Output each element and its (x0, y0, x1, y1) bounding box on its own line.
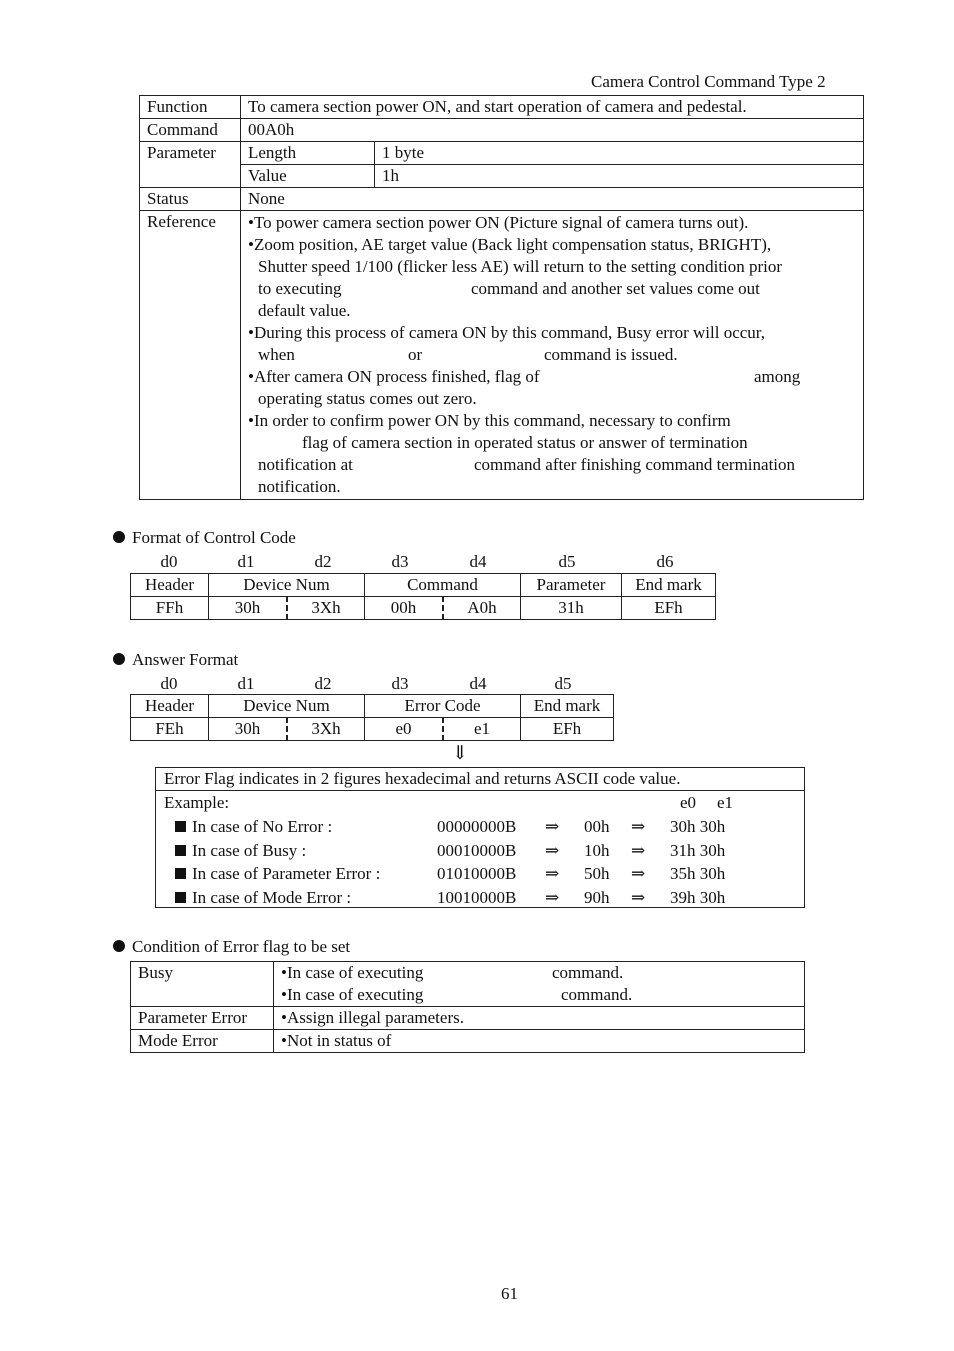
answer-format-title-text: Answer Format (132, 650, 239, 669)
error-case-label (175, 863, 380, 885)
ref-line: Shutter speed 1/100 (flicker less AE) will return to the setting condition prior (258, 257, 783, 277)
byte-label: d5 (554, 674, 572, 693)
ref-line: default value. (258, 301, 351, 321)
parameter-error-label: Parameter Error (131, 1007, 274, 1030)
reference-text (241, 211, 864, 500)
answer-format-title (113, 649, 238, 671)
ref-text: or (408, 345, 423, 365)
right-arrow-icon: ⇒ (631, 841, 646, 860)
byte-label: d1 (237, 552, 255, 571)
error-hex: 10h (584, 841, 610, 860)
error-bits: 01010000B (437, 864, 517, 883)
answer-format-table (130, 694, 614, 741)
control-format-title-text: Format of Control Code (132, 528, 296, 547)
control-format-title (113, 527, 296, 549)
error-bits: 00010000B (437, 841, 517, 860)
error-hex: 50h (584, 864, 610, 883)
right-arrow-icon: ⇒ (631, 888, 646, 907)
ref-line: •To power camera section power ON (Picture signal of camera turns out). (248, 213, 749, 233)
ref-text: command after finishing command termination (474, 455, 796, 475)
example-label: Example: (164, 793, 230, 812)
error-ascii: 35h 30h (670, 864, 726, 883)
error-case-text: In case of Mode Error : (192, 888, 352, 907)
e0-label: e0 (680, 793, 697, 812)
down-arrow-icon: ⇓ (452, 743, 468, 764)
status-value: None (241, 188, 864, 211)
error-bits: 10010000B (437, 888, 517, 907)
error-flag-description: Error Flag indicates in 2 figures hexadecimal and returns ASCII code value. (156, 768, 804, 791)
status-label: Status (140, 188, 241, 211)
square-bullet-icon (175, 868, 186, 879)
error-hex: 90h (584, 888, 610, 907)
value-cell: A0h (443, 597, 521, 620)
ref-line: •Zoom position, AE target value (Back light compensation status, BRIGHT), (248, 235, 772, 255)
command-cell: Command (365, 574, 521, 597)
command-label: Command (140, 119, 241, 142)
ref-text: to executing (258, 279, 342, 299)
byte-label: d1 (237, 674, 255, 693)
right-arrow-icon: ⇒ (545, 841, 560, 860)
byte-label: d4 (469, 552, 487, 571)
value-cell: EFh (622, 597, 716, 620)
ref-line: flag of camera section in operated status or answer of termination (302, 433, 748, 453)
reference-label: Reference (140, 211, 241, 500)
ref-text: command and another set values come out (471, 279, 760, 299)
length-value: 1 byte (375, 142, 864, 165)
value-cell: 3Xh (287, 718, 365, 741)
ref-line (248, 344, 855, 366)
busy-text: •In case of executing (281, 985, 424, 1004)
error-case-text: In case of No Error : (192, 817, 333, 836)
square-bullet-icon (175, 845, 186, 856)
value-cell: 30h (209, 718, 288, 741)
byte-label: d4 (469, 674, 487, 693)
error-hex: 00h (584, 817, 610, 836)
bullet-icon (113, 940, 125, 952)
ref-line (248, 366, 855, 388)
byte-label: d6 (656, 552, 674, 571)
byte-label: d2 (314, 674, 332, 693)
value-cell: 31h (521, 597, 622, 620)
error-ascii: 30h 30h (670, 817, 726, 836)
right-arrow-icon: ⇒ (545, 864, 560, 883)
condition-table (130, 961, 805, 1053)
control-format-table (130, 573, 716, 620)
mode-error-label: Mode Error (131, 1030, 274, 1053)
condition-title (113, 936, 350, 958)
value-cell: 3Xh (287, 597, 365, 620)
ref-text: notification at (258, 455, 353, 475)
error-bits: 00000000B (437, 817, 517, 836)
value-cell: FEh (131, 718, 209, 741)
value-cell: EFh (521, 718, 614, 741)
header-cell: Header (131, 574, 209, 597)
e1-label: e1 (717, 793, 734, 812)
parameter-label: Parameter (140, 142, 241, 188)
byte-label: d5 (558, 552, 576, 571)
ref-line: •In order to confirm power ON by this command, necessary to confirm (248, 411, 731, 431)
busy-text: command. (552, 963, 624, 982)
byte-label: d2 (314, 552, 332, 571)
error-case-text: In case of Busy : (192, 841, 307, 860)
command-value: 00A0h (241, 119, 864, 142)
ref-text: command is issued. (544, 345, 678, 365)
value-value: 1h (375, 165, 864, 188)
value-label: Value (241, 165, 375, 188)
value-cell: FFh (131, 597, 209, 620)
ref-line (248, 278, 855, 300)
length-label: Length (241, 142, 375, 165)
byte-label: d0 (160, 674, 178, 693)
error-flag-box (155, 767, 805, 908)
ref-line: notification. (258, 477, 341, 497)
byte-label: d3 (391, 552, 409, 571)
square-bullet-icon (175, 821, 186, 832)
condition-title-text: Condition of Error flag to be set (132, 937, 351, 956)
busy-conditions (274, 962, 805, 1007)
mode-error-value: •Not in status of (274, 1030, 805, 1053)
byte-label: d3 (391, 674, 409, 693)
error-case-label (175, 816, 332, 838)
header-cell: Header (131, 695, 209, 718)
error-case-label (175, 840, 306, 862)
value-cell: e0 (365, 718, 444, 741)
section-title: Camera Control Command Type 2 (591, 72, 826, 91)
busy-condition-line (281, 962, 797, 984)
busy-label: Busy (131, 962, 274, 1007)
value-cell: 30h (209, 597, 288, 620)
right-arrow-icon: ⇒ (545, 888, 560, 907)
page-number: 61 (501, 1284, 518, 1303)
busy-text: •In case of executing (281, 963, 424, 982)
busy-text: command. (561, 985, 633, 1004)
function-value: To camera section power ON, and start operation of camera and pedestal. (241, 96, 864, 119)
ref-text: among (754, 367, 801, 387)
value-cell: e1 (443, 718, 521, 741)
ref-line: operating status comes out zero. (258, 389, 477, 409)
ref-line (248, 454, 855, 476)
right-arrow-icon: ⇒ (631, 817, 646, 836)
command-spec-table (139, 95, 864, 500)
right-arrow-icon: ⇒ (631, 864, 646, 883)
byte-label: d0 (160, 552, 178, 571)
value-cell: 00h (365, 597, 444, 620)
function-label: Function (140, 96, 241, 119)
ref-text: when (258, 345, 295, 365)
error-case-label (175, 887, 351, 909)
device-num-cell: Device Num (209, 574, 365, 597)
ref-text: •After camera ON process finished, flag of (248, 367, 540, 387)
square-bullet-icon (175, 892, 186, 903)
parameter-error-value: •Assign illegal parameters. (274, 1007, 805, 1030)
ref-line: •During this process of camera ON by this command, Busy error will occur, (248, 323, 766, 343)
device-num-cell: Device Num (209, 695, 365, 718)
end-mark-cell: End mark (521, 695, 614, 718)
error-ascii: 31h 30h (670, 841, 726, 860)
error-case-text: In case of Parameter Error : (192, 864, 381, 883)
parameter-cell: Parameter (521, 574, 622, 597)
busy-condition-line (281, 984, 797, 1006)
error-code-cell: Error Code (365, 695, 521, 718)
bullet-icon (113, 653, 125, 665)
error-ascii: 39h 30h (670, 888, 726, 907)
end-mark-cell: End mark (622, 574, 716, 597)
bullet-icon (113, 531, 125, 543)
right-arrow-icon: ⇒ (545, 817, 560, 836)
